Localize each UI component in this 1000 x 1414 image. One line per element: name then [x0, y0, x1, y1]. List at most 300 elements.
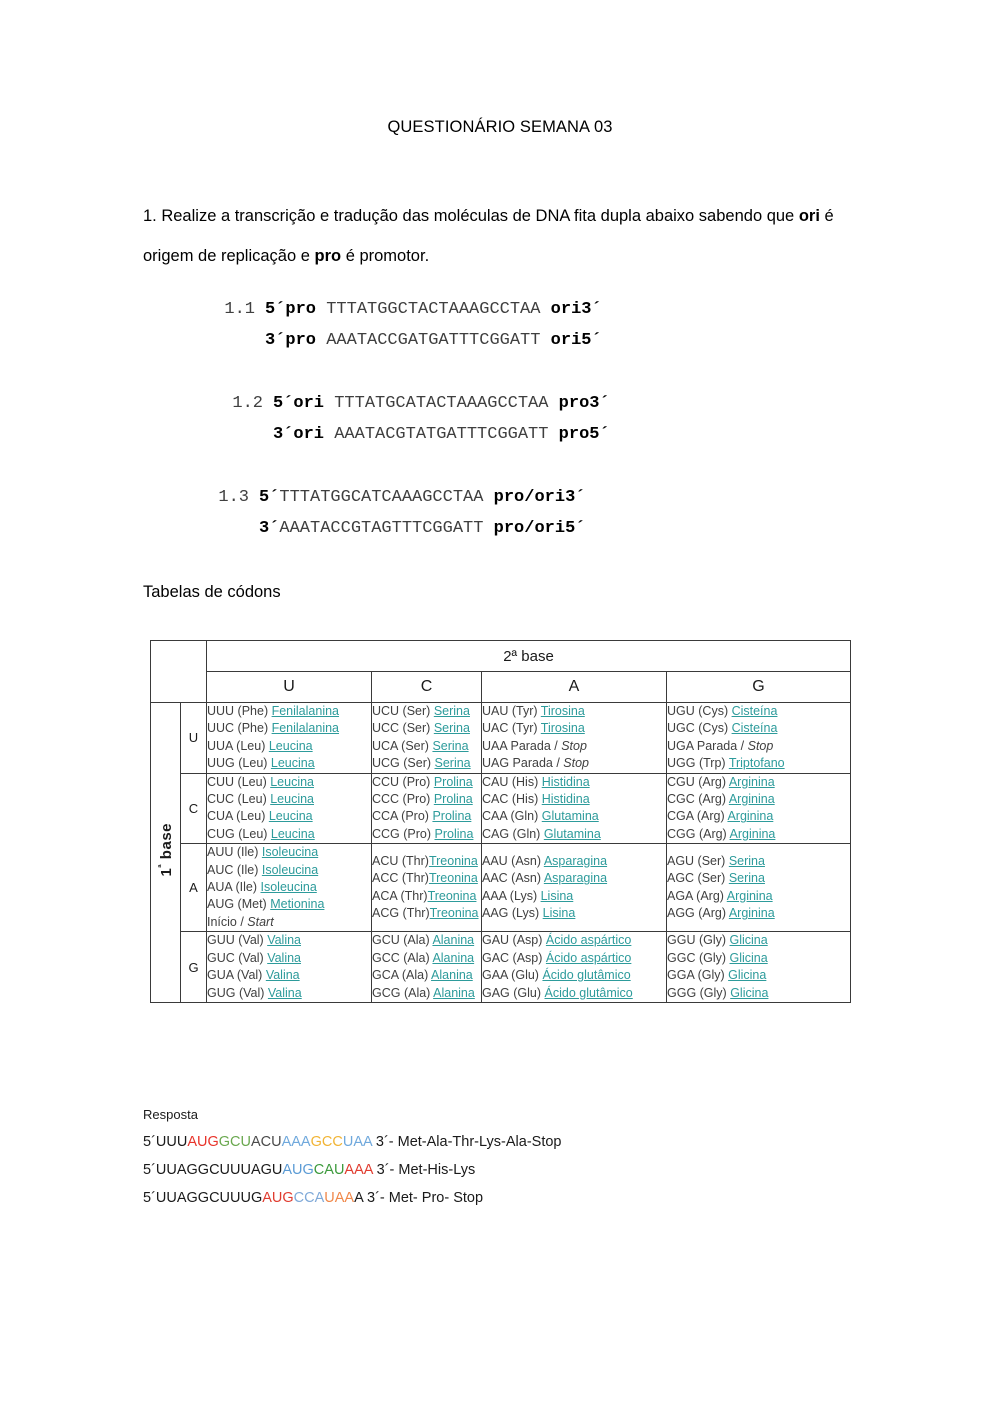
amino-acid-link[interactable]: Arginina [727, 809, 774, 824]
codon-triplet: UGU (Cys) [667, 704, 732, 718]
codon-cell-g-c [372, 932, 482, 1003]
codon-entry [372, 826, 481, 843]
codon-triplet: CUC (Leu) [207, 792, 271, 807]
dna-end-label: ori5´ [550, 331, 602, 350]
column-header-g: G [667, 672, 851, 703]
first-base-cell-c: C [181, 773, 207, 844]
codon-entry [667, 853, 850, 870]
codon-entry [207, 826, 371, 843]
codon-triplet: UCA (Ser) [372, 738, 433, 753]
dna-start-label: 3´ori [273, 425, 325, 444]
dna-end-label: pro/ori5´ [493, 519, 586, 538]
codon-cell-u-g [667, 703, 851, 774]
codon-triplet: GGU (Gly) [667, 933, 730, 948]
codon-entry [207, 914, 371, 931]
codon-entry [372, 755, 481, 772]
codon-entry [372, 870, 481, 887]
codon-triplet: UGC (Cys) [667, 721, 732, 736]
codon-triplet: UAU (Tyr) [482, 704, 541, 718]
codon-cell-a-g [667, 844, 851, 932]
codon-entry [372, 720, 481, 737]
codon-triplet: GGA (Gly) [667, 968, 729, 983]
codon-entry [482, 888, 666, 905]
codon-entry [482, 826, 666, 843]
codon-entry [372, 967, 481, 984]
codon-triplet: Início / [207, 914, 248, 929]
amino-acid-link[interactable]: Ácido glutâmico [542, 968, 631, 983]
codon-annotation: Stop [561, 738, 587, 753]
codon-header-row-bases [151, 672, 851, 703]
column-header-a: A [482, 672, 667, 703]
intro-paragraph [143, 196, 859, 276]
codon-entry [372, 905, 481, 922]
amino-acid-link[interactable]: Alanina [432, 933, 475, 948]
codon-entry [667, 950, 850, 967]
codon-entry [482, 985, 666, 1002]
codon-entry [482, 703, 666, 720]
dna-sequence [324, 425, 559, 444]
dna-sequence-text: TTTATGGCATCAAAGCCTAA [279, 488, 484, 507]
dna-end-label: ori3´ [550, 300, 602, 319]
codon-triplet: GCC (Ala) [372, 950, 433, 965]
codon-cell-c-g [667, 773, 851, 844]
dna-block-3 [143, 482, 903, 544]
amino-acid-link[interactable]: Treonina [428, 853, 478, 868]
codon-entry [667, 703, 850, 720]
codon-triplet: CCC (Pro) [372, 792, 434, 807]
codon-entry [372, 703, 481, 720]
codon-entry [667, 888, 850, 905]
dna-sequence [316, 300, 551, 319]
second-base-header: 2ª base [207, 641, 851, 672]
rna-segment: ACU [250, 1134, 282, 1150]
codon-annotation: Start [247, 914, 274, 929]
codon-row-u [151, 703, 851, 774]
codon-entry [667, 905, 850, 922]
codon-entry [667, 870, 850, 887]
intro-text-part3: é promotor. [341, 247, 430, 265]
codon-entry [207, 808, 371, 825]
codon-triplet: CUU (Leu) [207, 774, 271, 789]
rna-segment: 5´UUAGGCUUUAGU [143, 1162, 283, 1178]
codon-entry [482, 950, 666, 967]
page-title: QUESTIONÁRIO SEMANA 03 [387, 118, 613, 136]
amino-acid-link[interactable]: Serina [728, 853, 765, 868]
codon-entry [482, 720, 666, 737]
codon-entry [667, 985, 850, 1002]
codon-entry [207, 879, 371, 896]
amino-acid-link[interactable]: Leucina [270, 792, 315, 807]
dna-sequence-text: TTTATGGCTACTAAAGCCTAA [326, 300, 541, 319]
dna-number-spacer [143, 513, 259, 544]
tables-caption: Tabelas de códons [143, 583, 281, 601]
codon-triplet: ACU (Thr) [372, 853, 429, 868]
codon-triplet: AAU (Asn) [482, 853, 544, 868]
amino-acid-link[interactable]: Glicina [729, 933, 768, 948]
codon-triplet: UGG (Trp) [667, 756, 729, 771]
codon-triplet: AAA (Lys) [482, 888, 541, 903]
codon-triplet: CAG (Gln) [482, 826, 544, 841]
answer-line-3 [143, 1190, 483, 1206]
amino-acid-link[interactable]: Alanina [432, 950, 475, 965]
codon-entry [372, 853, 481, 870]
amino-acid-link[interactable]: Prolina [433, 792, 473, 807]
amino-acid-link[interactable]: Fenilalanina [271, 721, 340, 736]
dna-number: 1.1 [224, 300, 255, 319]
codon-entry [372, 808, 481, 825]
amino-acid-link[interactable]: Glicina [730, 985, 769, 1000]
codon-cell-g-a [482, 932, 667, 1003]
rna-segment: AAA [281, 1134, 311, 1150]
rna-segment: CCA [293, 1190, 325, 1206]
codon-triplet: GAU (Asp) [482, 933, 546, 948]
dna-number: 1.2 [232, 394, 263, 413]
codon-entry [667, 755, 850, 772]
amino-acid-link[interactable]: Arginina [728, 792, 775, 807]
amino-acid-link[interactable]: Treonina [428, 871, 478, 886]
codon-entry [372, 738, 481, 755]
codon-triplet: ACC (Thr) [372, 871, 429, 886]
codon-entry [482, 738, 666, 755]
dna-sequence [316, 331, 551, 350]
amino-acid-link[interactable]: Valina [265, 968, 300, 983]
codon-triplet: UCG (Ser) [372, 756, 435, 771]
codon-triplet: GCA (Ala) [372, 968, 432, 983]
codon-entry [482, 967, 666, 984]
dna-number-spacer [143, 419, 273, 450]
amino-acid-link[interactable]: Histidina [541, 774, 590, 789]
amino-acid-link[interactable]: Fenilalanina [271, 704, 340, 718]
codon-triplet: GUU (Val) [207, 933, 268, 948]
amino-acid-link[interactable]: Ácido aspártico [545, 933, 632, 948]
amino-acid-link[interactable]: Lisina [542, 906, 576, 921]
amino-acid-link[interactable]: Ácido glutâmico [544, 985, 633, 1000]
amino-acid-link[interactable]: Histidina [541, 792, 590, 807]
codon-triplet: AAG (Lys) [482, 906, 543, 921]
codon-cell-c-a [482, 773, 667, 844]
codon-triplet: UGA Parada / [667, 738, 748, 753]
codon-entry [482, 808, 666, 825]
rna-segment: 3´- Met-Ala-Thr-Lys-Ala-Stop [371, 1134, 562, 1150]
codon-entry [207, 967, 371, 984]
codon-entry [667, 808, 850, 825]
codon-entry [667, 738, 850, 755]
first-base-cell-a: A [181, 844, 207, 932]
dna-sequence [324, 394, 559, 413]
dna-start-label: 5´pro [265, 300, 317, 319]
amino-acid-link[interactable]: Alanina [433, 985, 475, 1000]
dna-sequence-text: AAATACGTATGATTTCGGATT [334, 425, 549, 444]
amino-acid-link[interactable]: Asparagina [543, 871, 608, 886]
codon-triplet: AAC (Asn) [482, 871, 544, 886]
rna-segment: 3´- Met- Pro- Stop [362, 1190, 484, 1206]
codon-triplet: UAA Parada / [482, 738, 562, 753]
amino-acid-link[interactable]: Leucina [270, 826, 315, 841]
codon-annotation: Stop [563, 756, 590, 771]
table-corner-cell [151, 641, 207, 703]
codon-triplet: CAC (His) [482, 792, 542, 807]
codon-triplet: GUA (Val) [207, 968, 266, 983]
codon-cell-c-u [207, 773, 372, 844]
rna-segment: 3´- Met-His-Lys [372, 1162, 476, 1178]
codon-row-c [151, 773, 851, 844]
codon-entry [207, 791, 371, 808]
codon-entry [482, 791, 666, 808]
dna-start-label: 3´ [259, 519, 280, 538]
codon-triplet: GGG (Gly) [667, 985, 731, 1000]
intro-bold-pro: pro [314, 247, 342, 265]
amino-acid-link[interactable]: Triptofano [728, 756, 785, 771]
codon-triplet: GAA (Glu) [482, 968, 543, 983]
first-base-cell-g: G [181, 932, 207, 1003]
dna-row-bottom [143, 325, 903, 356]
amino-acid-link[interactable]: Prolina [432, 809, 472, 824]
intro-bold-ori: ori [798, 207, 820, 225]
amino-acid-link[interactable]: Treonina [427, 888, 477, 903]
codon-triplet: GGC (Gly) [667, 950, 730, 965]
dna-end-label: pro3´ [558, 394, 610, 413]
amino-acid-link[interactable]: Treonina [429, 906, 479, 921]
column-header-c: C [372, 672, 482, 703]
dna-sequence [279, 488, 493, 507]
codon-triplet: CCG (Pro) [372, 826, 435, 841]
amino-acid-link[interactable]: Arginina [726, 888, 773, 903]
codon-triplet: AUG (Met) [207, 897, 271, 912]
dna-row-top [143, 388, 903, 419]
dna-number: 1.3 [218, 488, 249, 507]
codon-triplet: AUU (Ile) [207, 845, 262, 860]
codon-entry [667, 791, 850, 808]
codon-triplet: GUC (Val) [207, 950, 268, 965]
codon-triplet: AGU (Ser) [667, 853, 729, 868]
codon-entry [482, 755, 666, 772]
codon-triplet: CAU (His) [482, 774, 542, 789]
amino-acid-link[interactable]: Lisina [540, 888, 574, 903]
codon-triplet: GAC (Asp) [482, 950, 546, 965]
codon-annotation: Stop [747, 738, 774, 753]
amino-acid-link[interactable]: Leucina [268, 738, 313, 753]
codon-triplet: CAA (Gln) [482, 809, 542, 824]
first-base-axis-label [151, 703, 181, 1003]
codon-table-container [150, 640, 850, 1003]
dna-start-label: 3´pro [265, 331, 317, 350]
codon-triplet: CGU (Arg) [667, 774, 729, 789]
amino-acid-link[interactable]: Arginina [728, 774, 775, 789]
amino-acid-link[interactable]: Tirosina [540, 721, 585, 736]
rna-segment: 5´UUAGGCUUUG [143, 1190, 263, 1206]
codon-entry [207, 950, 371, 967]
codon-entry [482, 932, 666, 949]
amino-acid-link[interactable]: Ácido aspártico [545, 950, 632, 965]
dna-row-bottom [143, 419, 903, 450]
codon-row-a [151, 844, 851, 932]
intro-text-part1: 1. Realize a transcrição e tradução das moléculas de DNA fita dupla abaixo sabendo que [143, 207, 799, 225]
rna-segment: A [354, 1190, 363, 1206]
amino-acid-link[interactable]: Cisteína [731, 704, 778, 718]
rna-segment: 5´UUU [143, 1134, 188, 1150]
amino-acid-link[interactable]: Prolina [434, 826, 474, 841]
codon-triplet: AGG (Arg) [667, 906, 729, 921]
codon-entry [372, 791, 481, 808]
amino-acid-link[interactable]: Arginina [729, 826, 776, 841]
codon-cell-u-a [482, 703, 667, 774]
dna-end-label: pro5´ [558, 425, 610, 444]
rna-segment: AUG [262, 1190, 294, 1206]
amino-acid-link[interactable]: Leucina [268, 809, 313, 824]
codon-entry [207, 703, 371, 720]
answer-line-1 [143, 1134, 561, 1150]
codon-entry [482, 853, 666, 870]
dna-end-label: pro/ori3´ [493, 488, 586, 507]
codon-entry [667, 720, 850, 737]
codon-entry [207, 774, 371, 791]
amino-acid-link[interactable]: Tirosina [540, 704, 585, 718]
codon-triplet: UAG Parada / [482, 756, 564, 771]
codon-triplet: AGA (Arg) [667, 888, 727, 903]
codon-cell-a-u [207, 844, 372, 932]
codon-entry [207, 932, 371, 949]
amino-acid-link[interactable]: Leucina [270, 756, 315, 771]
codon-triplet: AGC (Ser) [667, 871, 729, 886]
codon-table [150, 640, 851, 1003]
amino-acid-link[interactable]: Isoleucina [261, 845, 319, 860]
rna-segment: AUG [187, 1134, 219, 1150]
codon-entry [667, 932, 850, 949]
rna-segment: UAA [342, 1134, 372, 1150]
dna-sequence-text: TTTATGCATACTAAAGCCTAA [334, 394, 549, 413]
codon-entry [667, 774, 850, 791]
codon-triplet: CCU (Pro) [372, 774, 434, 789]
rna-segment: AUG [282, 1162, 314, 1178]
amino-acid-link[interactable]: Valina [267, 933, 302, 948]
codon-entry [667, 967, 850, 984]
codon-entry [372, 774, 481, 791]
dna-block-2 [143, 388, 903, 450]
codon-triplet: UCU (Ser) [372, 704, 434, 718]
amino-acid-link[interactable]: Cisteína [731, 721, 778, 736]
codon-triplet: UCC (Ser) [372, 721, 434, 736]
codon-cell-g-u [207, 932, 372, 1003]
dna-sequence-text: AAATACCGTAGTTTCGGATT [279, 519, 484, 538]
codon-entry [207, 720, 371, 737]
resposta-label: Resposta [143, 1107, 198, 1122]
amino-acid-link[interactable]: Valina [267, 950, 302, 965]
amino-acid-link[interactable]: Metionina [270, 897, 325, 912]
codon-triplet: UAC (Tyr) [482, 721, 541, 736]
amino-acid-link[interactable]: Alanina [431, 968, 473, 983]
codon-triplet: CGA (Arg) [667, 809, 728, 824]
first-base-cell-u: U [181, 703, 207, 774]
amino-acid-link[interactable]: Glutamina [541, 809, 599, 824]
rna-segment: GCU [218, 1134, 251, 1150]
dna-row-top [143, 294, 903, 325]
codon-triplet: UUC (Phe) [207, 721, 272, 736]
answer-line-2 [143, 1162, 475, 1178]
amino-acid-link[interactable]: Glicina [729, 950, 768, 965]
codon-entry [372, 888, 481, 905]
codon-triplet: CCA (Pro) [372, 809, 433, 824]
amino-acid-link[interactable]: Isoleucina [260, 880, 317, 895]
codon-entry [207, 985, 371, 1002]
dna-number-spacer [143, 325, 265, 356]
amino-acid-link[interactable]: Valina [267, 985, 302, 1000]
rna-segment: GCC [310, 1134, 343, 1150]
amino-acid-link[interactable]: Serina [433, 704, 470, 718]
dna-sequence [279, 519, 493, 538]
codon-entry [372, 950, 481, 967]
dna-sequence-text: AAATACCGATGATTTCGGATT [326, 331, 541, 350]
codon-entry [207, 896, 371, 913]
amino-acid-link[interactable]: Serina [432, 738, 469, 753]
codon-triplet: ACA (Thr) [372, 888, 428, 903]
codon-row-g [151, 932, 851, 1003]
amino-acid-link[interactable]: Arginina [728, 906, 775, 921]
codon-cell-a-a [482, 844, 667, 932]
codon-triplet: UUA (Leu) [207, 738, 269, 753]
column-header-u: U [207, 672, 372, 703]
codon-entry [482, 870, 666, 887]
amino-acid-link[interactable]: Serina [728, 871, 765, 886]
codon-triplet: CGG (Arg) [667, 826, 730, 841]
codon-cell-u-u [207, 703, 372, 774]
codon-cell-g-g [667, 932, 851, 1003]
amino-acid-link[interactable]: Asparagina [543, 853, 608, 868]
amino-acid-link[interactable]: Leucina [270, 774, 315, 789]
codon-cell-u-c [372, 703, 482, 774]
rna-segment: CAU [313, 1162, 345, 1178]
codon-entry [372, 932, 481, 949]
codon-triplet: CUG (Leu) [207, 826, 271, 841]
rna-segment: UAA [324, 1190, 355, 1206]
intro-text-part2: é origem de replicação e [143, 207, 834, 265]
codon-triplet: GAG (Glu) [482, 985, 545, 1000]
codon-entry [667, 826, 850, 843]
dna-row-bottom [143, 513, 903, 544]
codon-entry [372, 985, 481, 1002]
first-base-axis-text: $1^ª$ base [156, 823, 175, 877]
dna-block-1 [143, 294, 903, 356]
codon-triplet: CGC (Arg) [667, 792, 729, 807]
codon-entry [207, 755, 371, 772]
amino-acid-link[interactable]: Serina [434, 756, 471, 771]
amino-acid-link[interactable]: Glutamina [543, 826, 601, 841]
codon-triplet: GCU (Ala) [372, 933, 433, 948]
codon-entry [207, 738, 371, 755]
codon-triplet: AUA (Ile) [207, 880, 261, 895]
dna-start-label: 5´ [259, 488, 280, 507]
amino-acid-link[interactable]: Glicina [728, 968, 767, 983]
amino-acid-link[interactable]: Isoleucina [261, 862, 319, 877]
codon-cell-c-c [372, 773, 482, 844]
rna-segment: AAA [344, 1162, 373, 1178]
codon-triplet: ACG (Thr) [372, 906, 430, 921]
codon-header-row-top [151, 641, 851, 672]
amino-acid-link[interactable]: Prolina [433, 774, 473, 789]
amino-acid-link[interactable]: Serina [433, 721, 470, 736]
codon-entry [482, 774, 666, 791]
codon-entry [207, 844, 371, 861]
codon-entry [207, 862, 371, 879]
codon-triplet: UUU (Phe) [207, 704, 272, 718]
codon-entry [482, 905, 666, 922]
codon-triplet: AUC (Ile) [207, 862, 262, 877]
dna-row-top [143, 482, 903, 513]
codon-triplet: CUA (Leu) [207, 809, 269, 824]
codon-triplet: UUG (Leu) [207, 756, 271, 771]
dna-start-label: 5´ori [273, 394, 325, 413]
codon-cell-a-c [372, 844, 482, 932]
codon-triplet: GUG (Val) [207, 985, 268, 1000]
